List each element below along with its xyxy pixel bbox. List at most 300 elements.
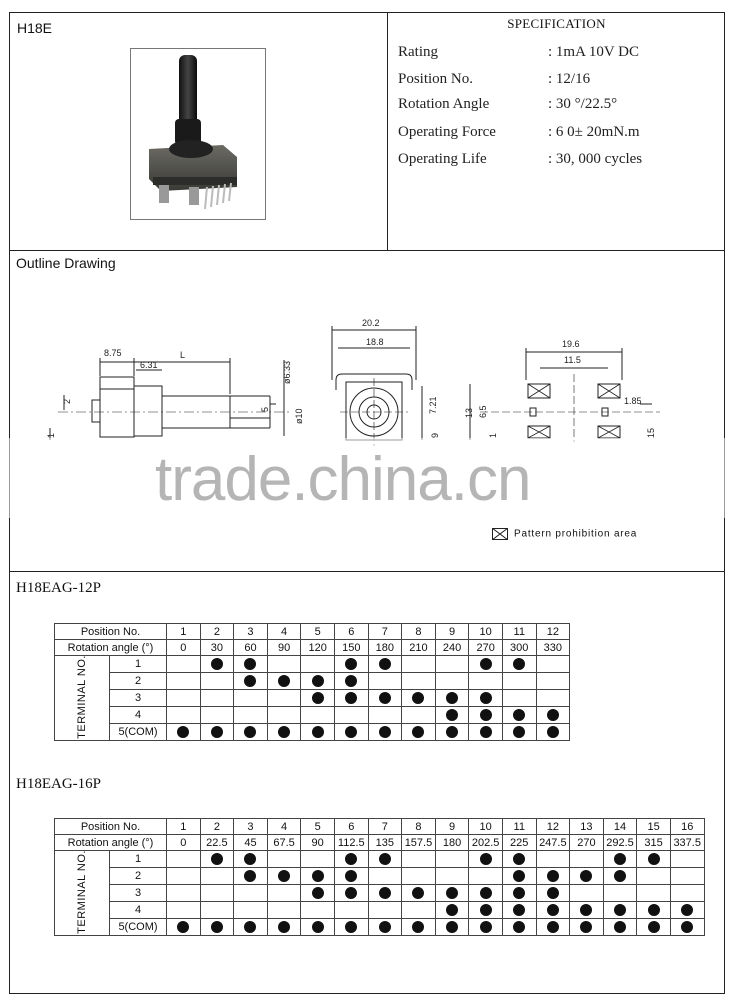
contact-dot-icon <box>345 692 357 704</box>
model-name: H18E <box>17 20 53 36</box>
spec-value: : 1mA 10V DC <box>548 44 639 60</box>
terminal-header <box>55 851 110 936</box>
contact-cell <box>536 724 570 741</box>
contact-cell <box>469 673 503 690</box>
contact-dot-icon <box>211 726 223 738</box>
position-table-12p <box>54 623 570 741</box>
angle-cell: 90 <box>301 835 335 851</box>
contact-cell <box>469 707 503 724</box>
contact-dot-icon <box>278 675 290 687</box>
terminal-name: 3 <box>110 885 167 902</box>
position-cell: 14 <box>603 819 637 835</box>
contact-cell <box>536 902 570 919</box>
contact-cell <box>603 902 637 919</box>
position-cell: 8 <box>402 624 436 640</box>
position-cell: 3 <box>234 624 268 640</box>
angle-cell: 292.5 <box>603 835 637 851</box>
contact-dot-icon <box>446 726 458 738</box>
contact-cell <box>301 919 335 936</box>
position-cell: 6 <box>334 624 368 640</box>
position-cell: 12 <box>536 624 570 640</box>
angle-cell: 337.5 <box>670 835 704 851</box>
contact-dot-icon <box>379 658 391 670</box>
contact-dot-icon <box>278 870 290 882</box>
contact-cell <box>502 690 536 707</box>
contact-cell <box>469 724 503 741</box>
position-cell: 9 <box>435 819 469 835</box>
contact-cell <box>368 690 402 707</box>
contact-dot-icon <box>648 921 660 933</box>
angle-cell: 247.5 <box>536 835 570 851</box>
dim-label: 5 <box>260 406 270 412</box>
angle-cell: 180 <box>368 640 402 656</box>
angle-cell: 112.5 <box>334 835 368 851</box>
legend-text: Pattern prohibition area <box>514 528 638 540</box>
table-row <box>55 707 570 724</box>
contact-cell <box>402 851 436 868</box>
table-row <box>55 724 570 741</box>
contact-cell <box>469 868 503 885</box>
contact-cell <box>435 707 469 724</box>
contact-cell <box>267 868 301 885</box>
contact-dot-icon <box>580 904 592 916</box>
angle-cell: 157.5 <box>402 835 436 851</box>
contact-cell <box>301 673 335 690</box>
spec-label: Rating <box>398 44 438 60</box>
position-cell: 1 <box>167 819 201 835</box>
contact-cell <box>200 707 234 724</box>
contact-cell <box>368 656 402 673</box>
contact-dot-icon <box>177 726 189 738</box>
contact-dot-icon <box>547 887 559 899</box>
contact-cell <box>334 673 368 690</box>
contact-cell <box>570 902 604 919</box>
contact-cell <box>570 868 604 885</box>
contact-cell <box>267 851 301 868</box>
contact-cell <box>435 724 469 741</box>
table-row <box>55 919 705 936</box>
contact-cell <box>167 690 201 707</box>
contact-dot-icon <box>480 709 492 721</box>
contact-cell <box>502 851 536 868</box>
header-cell: Rotation angle (°) <box>55 835 167 851</box>
contact-cell <box>402 902 436 919</box>
dim-label: 7.21 <box>428 396 438 414</box>
contact-dot-icon <box>412 726 424 738</box>
contact-cell <box>402 919 436 936</box>
spec-value: : 12/16 <box>548 71 591 87</box>
dim-label: 1 <box>488 432 498 438</box>
spec-value: : 30, 000 cycles <box>548 151 643 167</box>
dim-label: 11.5 <box>564 355 581 365</box>
contact-cell <box>234 673 268 690</box>
dim-label: 13 <box>464 407 474 418</box>
contact-cell <box>267 724 301 741</box>
pattern-legend <box>492 528 637 540</box>
contact-cell <box>301 868 335 885</box>
divider <box>9 571 725 572</box>
dim-label: 1.85 <box>624 396 642 406</box>
contact-cell <box>234 885 268 902</box>
contact-dot-icon <box>614 853 626 865</box>
contact-cell <box>670 885 704 902</box>
contact-cell <box>167 673 201 690</box>
contact-cell <box>402 885 436 902</box>
watermark-band <box>0 438 729 518</box>
contact-cell <box>200 919 234 936</box>
table-row <box>55 851 705 868</box>
contact-cell <box>435 673 469 690</box>
spec-value: : 30 °/22.5° <box>548 96 618 112</box>
terminal-name: 1 <box>110 656 167 673</box>
contact-cell <box>200 885 234 902</box>
contact-dot-icon <box>480 921 492 933</box>
contact-cell <box>200 868 234 885</box>
contact-cell <box>301 724 335 741</box>
contact-cell <box>301 707 335 724</box>
contact-cell <box>301 902 335 919</box>
position-cell: 2 <box>200 819 234 835</box>
contact-cell <box>536 919 570 936</box>
dim-label: 19.6 <box>562 339 580 349</box>
contact-dot-icon <box>513 853 525 865</box>
contact-cell <box>469 919 503 936</box>
contact-dot-icon <box>345 658 357 670</box>
angle-cell: 210 <box>402 640 436 656</box>
contact-cell <box>301 851 335 868</box>
angle-cell: 60 <box>234 640 268 656</box>
terminal-label: TERMINAL NO. <box>76 849 88 934</box>
contact-cell <box>167 902 201 919</box>
angle-cell: 270 <box>469 640 503 656</box>
contact-dot-icon <box>681 904 693 916</box>
contact-cell <box>301 690 335 707</box>
contact-cell <box>603 885 637 902</box>
contact-cell <box>637 851 671 868</box>
contact-dot-icon <box>446 921 458 933</box>
contact-dot-icon <box>211 658 223 670</box>
divider <box>9 250 725 251</box>
contact-cell <box>402 673 436 690</box>
contact-cell <box>570 885 604 902</box>
angle-cell: 30 <box>200 640 234 656</box>
dim-label: 20.2 <box>362 318 380 328</box>
contact-dot-icon <box>480 887 492 899</box>
contact-cell <box>267 885 301 902</box>
contact-cell <box>637 919 671 936</box>
table-row <box>55 902 705 919</box>
contact-dot-icon <box>379 853 391 865</box>
contact-cell <box>267 673 301 690</box>
contact-dot-icon <box>379 887 391 899</box>
contact-dot-icon <box>480 853 492 865</box>
position-cell: 4 <box>267 819 301 835</box>
contact-dot-icon <box>614 904 626 916</box>
watermark-text: trade.china.cn <box>155 445 531 514</box>
position-cell: 11 <box>502 624 536 640</box>
position-cell: 9 <box>435 624 469 640</box>
contact-cell <box>536 851 570 868</box>
position-cell: 7 <box>368 624 402 640</box>
contact-cell <box>334 919 368 936</box>
contact-dot-icon <box>681 921 693 933</box>
contact-dot-icon <box>547 921 559 933</box>
outline-label: Outline Drawing <box>16 255 116 271</box>
contact-cell <box>334 690 368 707</box>
position-cell: 2 <box>200 624 234 640</box>
contact-dot-icon <box>244 921 256 933</box>
contact-cell <box>234 902 268 919</box>
angle-cell: 135 <box>368 835 402 851</box>
dim-label: ø10 <box>294 408 304 424</box>
contact-cell <box>536 707 570 724</box>
contact-cell <box>301 656 335 673</box>
contact-cell <box>368 851 402 868</box>
contact-cell <box>536 656 570 673</box>
contact-cell <box>200 724 234 741</box>
spec-title: SPECIFICATION <box>507 16 606 31</box>
contact-cell <box>234 690 268 707</box>
table-row <box>55 690 570 707</box>
table-row <box>55 868 705 885</box>
contact-dot-icon <box>513 709 525 721</box>
contact-dot-icon <box>345 870 357 882</box>
contact-cell <box>167 656 201 673</box>
angle-cell: 202.5 <box>469 835 503 851</box>
contact-dot-icon <box>312 887 324 899</box>
contact-cell <box>435 919 469 936</box>
contact-dot-icon <box>345 921 357 933</box>
contact-dot-icon <box>547 870 559 882</box>
contact-cell <box>200 673 234 690</box>
contact-cell <box>234 851 268 868</box>
header-cell: Rotation angle (°) <box>55 640 167 656</box>
contact-dot-icon <box>480 726 492 738</box>
position-cell: 4 <box>267 624 301 640</box>
contact-cell <box>167 707 201 724</box>
terminal-name: 2 <box>110 673 167 690</box>
contact-cell <box>670 902 704 919</box>
contact-cell <box>435 902 469 919</box>
contact-dot-icon <box>446 904 458 916</box>
dim-label: 6.5 <box>478 405 488 418</box>
angle-cell: 225 <box>502 835 536 851</box>
contact-dot-icon <box>379 692 391 704</box>
contact-dot-icon <box>312 726 324 738</box>
pcb-pattern <box>464 339 660 442</box>
contact-dot-icon <box>480 692 492 704</box>
contact-dot-icon <box>278 921 290 933</box>
side-view <box>46 348 304 440</box>
contact-dot-icon <box>547 726 559 738</box>
contact-cell <box>368 673 402 690</box>
contact-dot-icon <box>513 658 525 670</box>
terminal-name: 5(COM) <box>110 919 167 936</box>
terminal-name: 5(COM) <box>110 724 167 741</box>
contact-cell <box>469 690 503 707</box>
contact-dot-icon <box>480 658 492 670</box>
table-title: H18EAG-16P <box>16 776 101 792</box>
contact-dot-icon <box>244 726 256 738</box>
contact-dot-icon <box>547 904 559 916</box>
contact-dot-icon <box>513 870 525 882</box>
spec-label: Operating Force <box>398 124 496 140</box>
contact-cell <box>402 656 436 673</box>
contact-cell <box>368 868 402 885</box>
contact-dot-icon <box>412 921 424 933</box>
contact-cell <box>502 885 536 902</box>
angle-cell: 45 <box>234 835 268 851</box>
angle-cell: 22.5 <box>200 835 234 851</box>
contact-dot-icon <box>211 853 223 865</box>
position-cell: 11 <box>502 819 536 835</box>
contact-dot-icon <box>312 870 324 882</box>
contact-cell <box>402 690 436 707</box>
contact-cell <box>402 868 436 885</box>
contact-cell <box>234 707 268 724</box>
contact-dot-icon <box>513 887 525 899</box>
contact-cell <box>267 656 301 673</box>
angle-cell: 180 <box>435 835 469 851</box>
contact-dot-icon <box>648 853 660 865</box>
table-row <box>55 624 570 640</box>
contact-cell <box>502 656 536 673</box>
table-row <box>55 885 705 902</box>
header-cell: Position No. <box>55 624 167 640</box>
contact-cell <box>435 690 469 707</box>
spec-value: : 6 0± 20mN.m <box>548 124 640 140</box>
angle-cell: 315 <box>637 835 671 851</box>
contact-dot-icon <box>312 921 324 933</box>
position-cell: 10 <box>469 819 503 835</box>
contact-cell <box>267 707 301 724</box>
terminal-name: 2 <box>110 868 167 885</box>
hatch-icon <box>492 528 508 540</box>
contact-cell <box>334 851 368 868</box>
table-row <box>55 673 570 690</box>
position-cell: 1 <box>167 624 201 640</box>
position-cell: 7 <box>368 819 402 835</box>
table-row <box>55 656 570 673</box>
contact-cell <box>234 868 268 885</box>
contact-dot-icon <box>345 726 357 738</box>
angle-cell: 67.5 <box>267 835 301 851</box>
contact-cell <box>334 656 368 673</box>
dim-label: 9 <box>430 432 440 438</box>
dim-label: 18.8 <box>366 337 384 347</box>
table-row <box>55 819 705 835</box>
angle-cell: 120 <box>301 640 335 656</box>
position-cell: 13 <box>570 819 604 835</box>
contact-dot-icon <box>379 726 391 738</box>
contact-cell <box>334 868 368 885</box>
contact-dot-icon <box>648 904 660 916</box>
contact-dot-icon <box>312 692 324 704</box>
contact-cell <box>536 673 570 690</box>
contact-cell <box>435 868 469 885</box>
contact-cell <box>670 919 704 936</box>
contact-cell <box>368 902 402 919</box>
contact-cell <box>670 851 704 868</box>
contact-cell <box>469 902 503 919</box>
contact-dot-icon <box>580 921 592 933</box>
contact-dot-icon <box>211 921 223 933</box>
contact-cell <box>167 724 201 741</box>
contact-cell <box>435 885 469 902</box>
contact-dot-icon <box>513 921 525 933</box>
spec-label: Operating Life <box>398 151 487 167</box>
divider <box>387 12 388 251</box>
position-cell: 8 <box>402 819 436 835</box>
contact-cell <box>301 885 335 902</box>
contact-cell <box>368 724 402 741</box>
contact-cell <box>502 724 536 741</box>
contact-dot-icon <box>345 675 357 687</box>
contact-cell <box>603 851 637 868</box>
terminal-name: 1 <box>110 851 167 868</box>
contact-dot-icon <box>446 709 458 721</box>
contact-cell <box>502 868 536 885</box>
contact-dot-icon <box>446 692 458 704</box>
contact-cell <box>637 885 671 902</box>
product-photo <box>130 48 266 220</box>
table-row <box>55 835 705 851</box>
contact-cell <box>502 673 536 690</box>
position-cell: 12 <box>536 819 570 835</box>
contact-cell <box>637 902 671 919</box>
contact-cell <box>267 902 301 919</box>
dim-label: 8.75 <box>104 348 122 358</box>
contact-cell <box>670 868 704 885</box>
contact-dot-icon <box>614 921 626 933</box>
contact-cell <box>570 851 604 868</box>
dim-label: 15 <box>646 427 656 438</box>
contact-cell <box>200 656 234 673</box>
contact-cell <box>368 885 402 902</box>
dim-label: 1 <box>46 432 56 438</box>
table-title: H18EAG-12P <box>16 580 101 596</box>
angle-cell: 270 <box>570 835 604 851</box>
contact-cell <box>167 868 201 885</box>
contact-cell <box>603 868 637 885</box>
contact-dot-icon <box>345 853 357 865</box>
contact-cell <box>402 724 436 741</box>
contact-cell <box>536 690 570 707</box>
contact-cell <box>469 885 503 902</box>
contact-cell <box>469 851 503 868</box>
contact-dot-icon <box>244 870 256 882</box>
contact-cell <box>368 707 402 724</box>
contact-dot-icon <box>446 887 458 899</box>
terminal-name: 4 <box>110 902 167 919</box>
contact-cell <box>167 885 201 902</box>
contact-dot-icon <box>177 921 189 933</box>
terminal-header <box>55 656 110 741</box>
contact-cell <box>368 919 402 936</box>
angle-cell: 300 <box>502 640 536 656</box>
contact-dot-icon <box>513 904 525 916</box>
contact-dot-icon <box>513 726 525 738</box>
terminal-name: 4 <box>110 707 167 724</box>
contact-cell <box>267 919 301 936</box>
contact-dot-icon <box>345 887 357 899</box>
position-cell: 5 <box>301 624 335 640</box>
contact-dot-icon <box>412 887 424 899</box>
contact-dot-icon <box>614 870 626 882</box>
angle-cell: 150 <box>334 640 368 656</box>
contact-cell <box>402 707 436 724</box>
position-cell: 5 <box>301 819 335 835</box>
